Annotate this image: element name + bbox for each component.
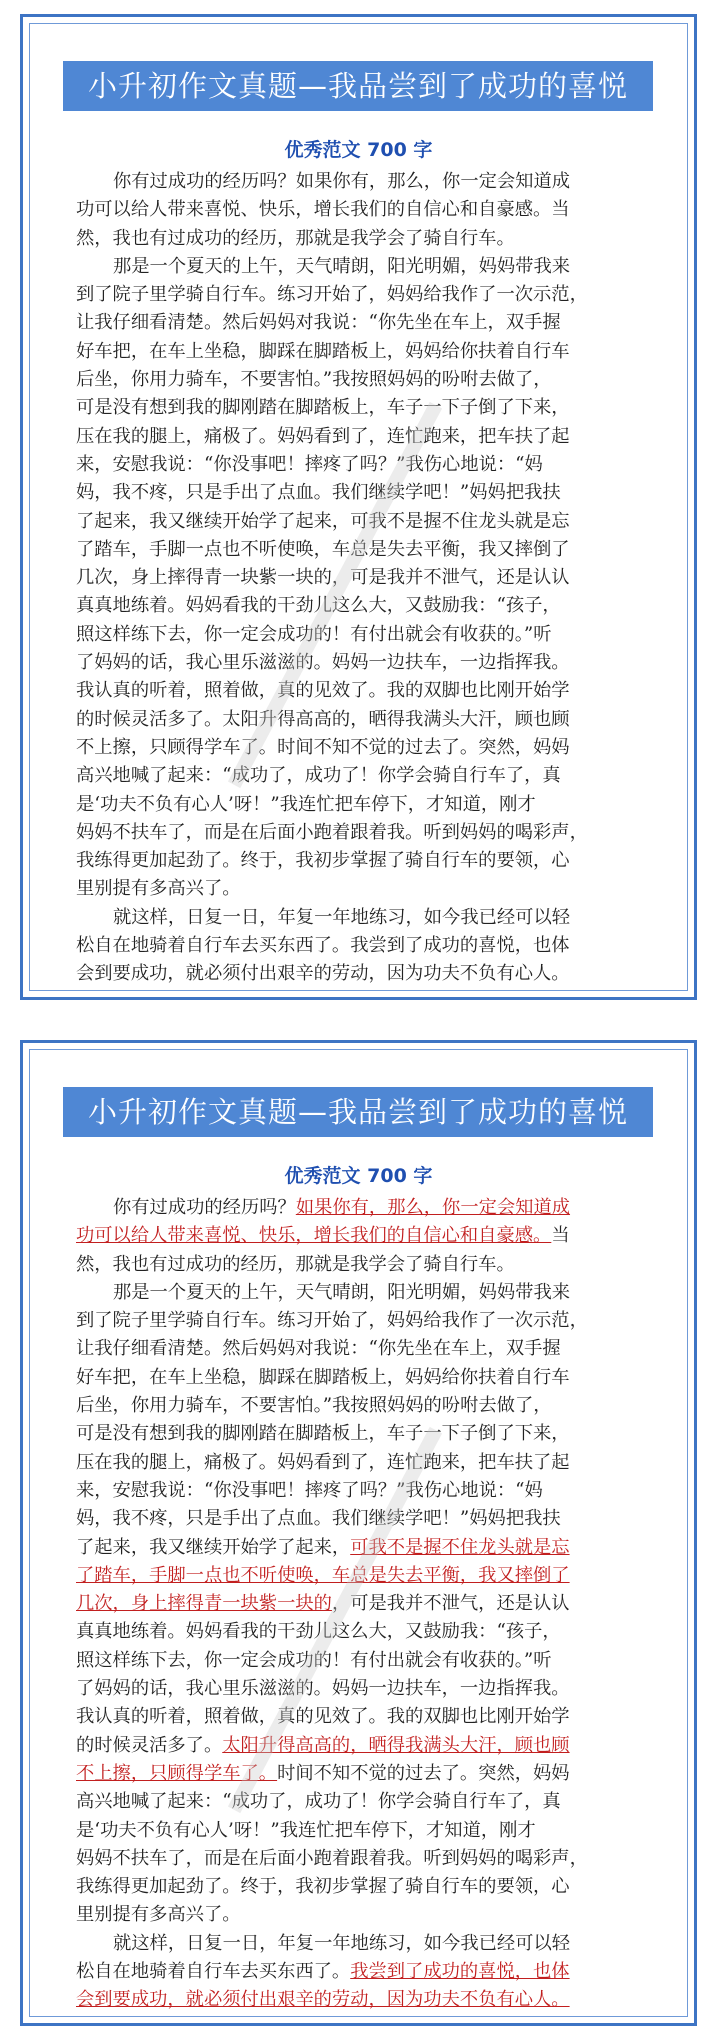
essay-panel-plain (20, 14, 697, 1000)
text-segment: 会到要成功，就必须付出艰辛的劳动，因为功夫不负有心人。 (76, 963, 570, 985)
essay-line (76, 1901, 646, 1929)
essay-line (76, 819, 646, 847)
highlighted-sentence: 我尝到了成功的喜悦，也体 (350, 1961, 570, 1983)
essay-line (76, 1307, 646, 1335)
essay-line (76, 1732, 646, 1760)
text-segment: 你有过成功的经历吗？如果你有，那么，你一定会知道成 (113, 171, 571, 192)
essay-line (76, 1845, 646, 1873)
essay-body (76, 168, 646, 989)
essay-line (76, 1873, 646, 1901)
essay-line (76, 1788, 646, 1816)
essay-line (76, 394, 646, 422)
text-segment: 后坐，你用力骑车，不要害怕。”我按照妈妈的吩咐去做了， (76, 1395, 552, 1417)
essay-line (76, 875, 646, 903)
essay-body-annotated (76, 1194, 646, 2015)
text-segment: 高兴地喊了起来：“成功了，成功了！你学会骑自行车了，真 (76, 765, 561, 787)
essay-line (76, 1986, 646, 2014)
text-segment: 功可以给人带来喜悦、快乐，增长我们的自信心和自豪感。当 (76, 199, 570, 221)
highlighted-sentence: 会到要成功，就必须付出艰辛的劳动，因为功夫不负有心人。 (76, 1989, 570, 2011)
text-segment: 是‘功夫不负有心人’呀！”我连忙把车停下，才知道，刚才 (76, 1819, 536, 1841)
text-segment: 到了院子里学骑自行车。练习开始了，妈妈给我作了一次示范， (76, 1310, 588, 1332)
text-segment: 妈，我不疼，只是手出了点血。我们继续学吧！”妈妈把我扶 (76, 1508, 561, 1530)
essay-line (76, 1279, 646, 1307)
essay-line (76, 1364, 646, 1392)
text-segment: 了起来，我又继续开始学了起来，可我不是握不住龙头就是忘 (76, 510, 570, 532)
essay-line (76, 196, 646, 224)
highlighted-sentence: 功可以给人带来喜悦、快乐，增长我们的自信心和自豪感。 (76, 1225, 552, 1247)
page-title: 小升初作文真题—我品尝到了成功的喜悦 (63, 61, 653, 111)
essay-line (76, 423, 646, 451)
text-segment: 里别提有多高兴了。 (76, 878, 241, 900)
essay-line (76, 1392, 646, 1420)
essay-line (76, 791, 646, 819)
essay-line (76, 960, 646, 988)
essay-line (76, 734, 646, 762)
essay-line (76, 1703, 646, 1731)
text-segment: 真真地练着。妈妈看我的干劲儿这么大，又鼓励我：“孩子， (76, 595, 561, 617)
text-segment: 好车把，在车上坐稳，脚踩在脚踏板上，妈妈给你扶着自行车 (76, 1366, 570, 1388)
essay-line (76, 1194, 646, 1222)
essay-line (76, 621, 646, 649)
text-segment: 不上擦，只顾得学车了。时间不知不觉的过去了。突然，妈妈 (76, 736, 570, 758)
essay-line (76, 904, 646, 932)
text-segment: 照这样练下去，你一定会成功的！有付出就会有收获的。”听 (76, 1649, 552, 1671)
text-segment: 让我仔细看清楚。然后妈妈对我说：“你先坐在车上，双手握 (76, 1338, 561, 1360)
essay-line (76, 564, 646, 592)
essay-line (76, 168, 646, 196)
essay-line (76, 847, 646, 875)
essay-line (76, 451, 646, 479)
text-segment: 到了院子里学骑自行车。练习开始了，妈妈给我作了一次示范， (76, 284, 588, 306)
text-segment: 妈妈不扶车了，而是在后面小跑着跟着我。听到妈妈的喝彩声， (76, 821, 588, 843)
text-segment: 几次，身上摔得青一块紫一块的，可是我并不泄气，还是认认 (76, 567, 570, 589)
essay-line (76, 932, 646, 960)
text-segment: 然，我也有过成功的经历，那就是我学会了骑自行车。 (76, 227, 515, 249)
text-segment: 高兴地喊了起来：“成功了，成功了！你学会骑自行车了，真 (76, 1791, 561, 1813)
text-segment: 我认真的听着，照着做，真的见效了。我的双脚也比刚开始学 (76, 1706, 570, 1728)
text-segment: 那是一个夏天的上午，天气晴朗，阳光明媚，妈妈带我来 (113, 255, 571, 277)
highlighted-sentence: 太阳升得高高的，晒得我满头大汗，顾也顾 (222, 1734, 570, 1756)
essay-line (76, 1505, 646, 1533)
essay-line (76, 253, 646, 281)
page-title-repeat: 小升初作文真题—我品尝到了成功的喜悦 (63, 1087, 653, 1137)
highlighted-sentence: 了踏车，手脚一点也不听使唤，车总是失去平衡，我又摔倒了 (76, 1564, 570, 1586)
text-segment: 了起来，我又继续开始学了起来， (76, 1536, 351, 1558)
text-segment: 可是没有想到我的脚刚踏在脚踏板上，车子一下子倒了下来， (76, 397, 570, 419)
essay-line (76, 1817, 646, 1845)
essay-line (76, 1760, 646, 1788)
text-segment: 那是一个夏天的上午，天气晴朗，阳光明媚，妈妈带我来 (113, 1281, 571, 1303)
essay-line (76, 1618, 646, 1646)
highlighted-sentence: 如果你有，那么，你一定会知道成 (295, 1197, 571, 1218)
text-segment: ，可是我并不泄气，还是认认 (331, 1593, 570, 1615)
text-segment: 我练得更加起劲了。终于，我初步掌握了骑自行车的要领，心 (76, 850, 570, 872)
essay-line (76, 366, 646, 394)
essay-line (76, 1251, 646, 1279)
text-segment: 真真地练着。妈妈看我的干劲儿这么大，又鼓励我：“孩子， (76, 1621, 561, 1643)
essay-line (76, 1420, 646, 1448)
text-segment: 了妈妈的话，我心里乐滋滋的。妈妈一边扶车，一边指挥我。 (76, 1678, 570, 1700)
text-segment: 压在我的腿上，痛极了。妈妈看到了，连忙跑来，把车扶了起 (76, 1451, 570, 1473)
text-segment: 松自在地骑着自行车去买东西了。我尝到了成功的喜悦，也体 (76, 935, 570, 957)
text-segment: 当 (551, 1225, 570, 1247)
highlighted-sentence: 可我不是握不住龙头就是忘 (350, 1536, 570, 1558)
essay-line (76, 677, 646, 705)
essay-line (76, 479, 646, 507)
text-segment: 来，安慰我说：“你没事吧！摔疼了吗？”我伤心地说：“妈 (76, 1479, 543, 1501)
text-segment: 的时候灵活多了。太阳升得高高的，晒得我满头大汗，顾也顾 (76, 708, 570, 730)
text-segment: 然，我也有过成功的经历，那就是我学会了骑自行车。 (76, 1253, 515, 1275)
essay-line (76, 706, 646, 734)
highlighted-sentence: 不上擦，只顾得学车了。 (76, 1762, 278, 1784)
text-segment: 后坐，你用力骑车，不要害怕。”我按照妈妈的吩咐去做了， (76, 369, 552, 391)
essay-line (76, 1562, 646, 1590)
text-segment: 可是没有想到我的脚刚踏在脚踏板上，车子一下子倒了下来， (76, 1423, 570, 1445)
text-segment: 你有过成功的经历吗？ (113, 1197, 296, 1218)
essay-line (76, 338, 646, 366)
essay-line (76, 1590, 646, 1618)
text-segment: 妈，我不疼，只是手出了点血。我们继续学吧！”妈妈把我扶 (76, 482, 561, 504)
essay-line (76, 1335, 646, 1363)
text-segment: 里别提有多高兴了。 (76, 1904, 241, 1926)
essay-line (76, 762, 646, 790)
essay-line (76, 1222, 646, 1250)
essay-line (76, 225, 646, 253)
essay-line (76, 309, 646, 337)
essay-subtitle: 优秀范文 700 字 (284, 139, 433, 161)
essay-line (76, 649, 646, 677)
text-segment: 照这样练下去，你一定会成功的！有付出就会有收获的。”听 (76, 623, 552, 645)
text-segment: 让我仔细看清楚。然后妈妈对我说：“你先坐在车上，双手握 (76, 312, 561, 334)
essay-line (76, 1449, 646, 1477)
text-segment: 松自在地骑着自行车去买东西了。 (76, 1961, 351, 1983)
essay-line (76, 1675, 646, 1703)
text-segment: 压在我的腿上，痛极了。妈妈看到了，连忙跑来，把车扶了起 (76, 425, 570, 447)
essay-line (76, 536, 646, 564)
essay-subtitle-repeat: 优秀范文 700 字 (284, 1165, 433, 1187)
essay-line (76, 1647, 646, 1675)
essay-line (76, 592, 646, 620)
text-segment: 时间不知不觉的过去了。突然，妈妈 (277, 1762, 570, 1784)
highlighted-sentence: 几次，身上摔得青一块紫一块的 (76, 1593, 332, 1615)
text-segment: 就这样，日复一日，年复一年地练习，如今我已经可以轻 (113, 1932, 571, 1954)
essay-panel-annotated (20, 1040, 697, 2026)
text-segment: 我认真的听着，照着做，真的见效了。我的双脚也比刚开始学 (76, 680, 570, 702)
text-segment: 妈妈不扶车了，而是在后面小跑着跟着我。听到妈妈的喝彩声， (76, 1847, 588, 1869)
text-segment: 我练得更加起劲了。终于，我初步掌握了骑自行车的要领，心 (76, 1876, 570, 1898)
text-segment: 来，安慰我说：“你没事吧！摔疼了吗？”我伤心地说：“妈 (76, 453, 543, 475)
text-segment: 了踏车，手脚一点也不听使唤，车总是失去平衡，我又摔倒了 (76, 538, 570, 560)
text-segment: 好车把，在车上坐稳，脚踩在脚踏板上，妈妈给你扶着自行车 (76, 340, 570, 362)
text-segment: 就这样，日复一日，年复一年地练习，如今我已经可以轻 (113, 906, 571, 928)
essay-line (76, 1958, 646, 1986)
essay-line (76, 1534, 646, 1562)
text-segment: 的时候灵活多了。 (76, 1734, 223, 1756)
text-segment: 是‘功夫不负有心人’呀！”我连忙把车停下，才知道，刚才 (76, 793, 536, 815)
text-segment: 了妈妈的话，我心里乐滋滋的。妈妈一边扶车，一边指挥我。 (76, 652, 570, 674)
essay-line (76, 281, 646, 309)
essay-line (76, 508, 646, 536)
essay-line (76, 1930, 646, 1958)
essay-line (76, 1477, 646, 1505)
